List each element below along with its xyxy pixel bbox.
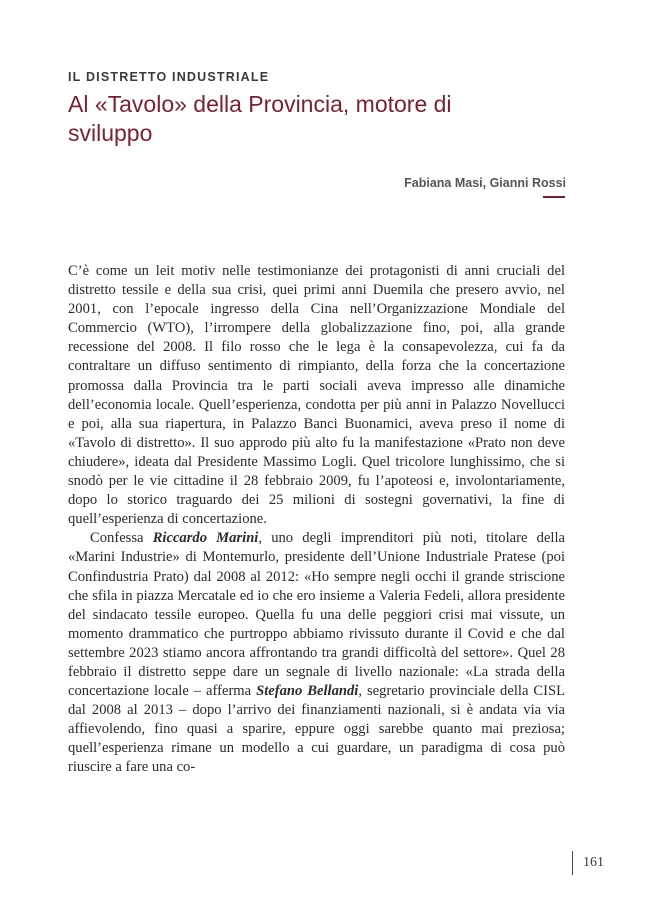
paragraph-2-text-c: , segretario provinciale della CISL dal 2008 al 2013 – dopo l’arrivo dei finanziamenti nazionali, si è andata via via affievolendo, fino quasi a sparire, eppure oggi sarebbe quanto mai preziosa; quell’esperienza rimane un modello a cui guardare, un paradigma di cosa può riuscire a fare una co- bbox=[68, 683, 566, 776]
page-number: 161 bbox=[583, 855, 604, 870]
article-authors: Fabiana Masi, Gianni Rossi bbox=[404, 176, 566, 190]
article-title: Al «Tavolo» della Provincia, motore di sviluppo bbox=[68, 91, 452, 146]
person-name-bellandi: Stefano Bellandi bbox=[256, 683, 359, 700]
paragraph-1: C’è come un leit motiv nelle testimonianze dei protagonisti di anni cruciali del distretto tessile e della sua crisi, quei primi anni Duemila che presero avvio, nel 2001, con l’epocale ingresso della Cina nell’Organizzazione Mondiale del Commercio (WTO), l’irrompere della globalizzazione fino, poi, alla grande recessione del 2008. Il filo rosso che le lega è la consapevolezza, cui fa da contraltare un diffuso sentimento di rimpianto, della forza che la concertazione promossa dalla Provincia tra le parti sociali aveva impresso alle dinamiche dell’economia locale. Quell’esperienza, condotta per più anni in Palazzo Novellucci e poi, alla sua riapertura, in Palazzo Banci Buonamici, aveva preso il nome di «Tavolo di distretto». Il suo approdo più alto fu la manifestazione «Prato non deve chiudere», ideata dal Presidente Massimo Logli. Quel tricolore lunghissimo, che si snodò per le vie cittadine il 28 febbraio 2009, fu l’apoteosi e, involontariamente, dopo lo storico traguardo dei 25 milioni di sostegni governativi, la fine di quell’esperienza di concertazione. bbox=[68, 263, 565, 528]
section-kicker: IL DISTRETTO INDUSTRIALE bbox=[68, 70, 270, 84]
paragraph-2 bbox=[68, 529, 565, 777]
page-number-divider bbox=[572, 851, 573, 875]
author-underline bbox=[543, 196, 565, 198]
person-name-marini: Riccardo Marini bbox=[152, 530, 259, 547]
article-body bbox=[68, 262, 565, 778]
paragraph-2-text-a: Confessa bbox=[90, 530, 153, 547]
paragraph-2-text-b: , uno degli imprenditori più noti, titolare della «Marini Industrie» di Montemurlo, presidente dell’Unione Industriale Pratese (poi Confindustria Prato) dal 2008 al 2012: «Ho sempre negli occhi il grande striscione che sfila in piazza Mercatale ed io che ero insieme a Valeria Fedeli, allora presidente del sindacato tessile europeo. Quella fu una delle peggiori crisi mai vissute, un momento drammatico che purtroppo abbiamo rivissuto durante il Covid e che dal settembre 2023 stiamo ancora affrontando tra grandi difficoltà del settore». Quel 28 febbraio il distretto seppe dare un segnale di livello nazionale: «La strada della concertazione locale – afferma bbox=[68, 530, 566, 700]
